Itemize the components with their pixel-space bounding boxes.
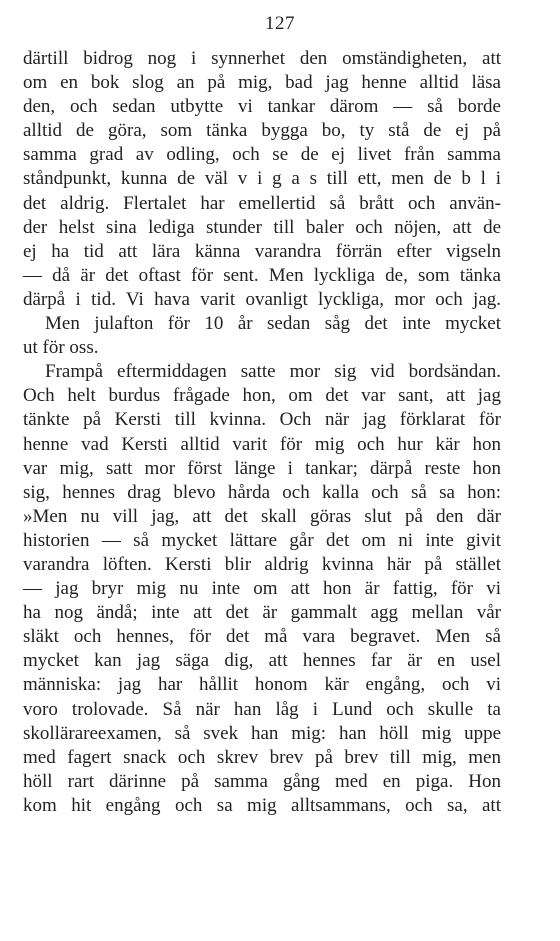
text-line: med fagert snack och skrev brev på brev till mig, men <box>23 746 501 768</box>
text-line: det aldrig. Flertalet har emellertid så brått och använ- <box>23 192 501 214</box>
text-line: alltid de göra, som tänka bygga bo, ty stå de ej på <box>23 120 501 142</box>
text-line: — då är det oftast för sent. Men lyckliga de, som tänka <box>23 264 501 286</box>
text-line: — jag bryr mig nu inte om att hon är fattig, för vi <box>23 578 501 600</box>
text-line: därpå i tid. Vi hava varit ovanligt lyckliga, mor och jag. <box>23 288 501 310</box>
text-line: ut för oss. <box>23 337 99 359</box>
text-line: der helst sina lediga stunder till baler och nöjen, att de <box>23 216 501 238</box>
text-line: var mig, satt mor först länge i tankar; därpå reste hon <box>23 457 501 479</box>
body-text <box>23 47 501 818</box>
text-line: om en bok slog an på mig, bad jag henne alltid läsa <box>23 72 501 94</box>
text-line: voro trolovade. Så när han låg i Lund och skulle ta <box>23 698 501 720</box>
text-line: historien — så mycket lättare går det om ni inte givit <box>23 529 501 551</box>
text-line: ej ha tid att lära känna varandra förrän efter vigseln <box>23 240 501 262</box>
text-line: ståndpunkt, kunna de väl v i g a s till ett, men de b l i <box>23 168 501 190</box>
text-line: samma grad av odling, och se de ej livet från samma <box>23 144 501 166</box>
text-line: »Men nu vill jag, att det skall göras slut på den där <box>23 505 501 527</box>
text-line: henne vad Kersti alltid varit för mig och hur kär hon <box>23 433 501 455</box>
text-line: Men julafton för 10 år sedan såg det inte mycket <box>45 313 501 335</box>
text-line: människa: jag har hållit honom kär engång, och vi <box>23 674 501 696</box>
text-line: sig, hennes drag blevo hårda och kalla och så sa hon: <box>23 481 501 503</box>
text-line: kom hit engång och sa mig alltsammans, och sa, att <box>23 794 501 816</box>
text-line: skollärareexamen, så svek han mig: han höll mig uppe <box>23 722 501 744</box>
text-line: mycket kan jag säga dig, att hennes far är en usel <box>23 650 501 672</box>
text-line: Och helt burdus frågade hon, om det var sant, att jag <box>23 385 501 407</box>
page-number: 127 <box>265 13 295 34</box>
text-line: höll rart därinne på samma gång med en piga. Hon <box>23 770 501 792</box>
text-line: varandra löften. Kersti blir aldrig kvinna här på stället <box>23 553 501 575</box>
text-line: tänkte på Kersti till kvinna. Och när jag förklarat för <box>23 409 501 431</box>
text-line: därtill bidrog nog i synnerhet den omständigheten, att <box>23 48 501 69</box>
text-line: ha nog ändå; inte att det är gammalt agg mellan vår <box>23 602 501 624</box>
text-line: släkt och hennes, för det må vara begravet. Men så <box>23 626 501 648</box>
text-line: Frampå eftermiddagen satte mor sig vid bordsändan. <box>45 361 501 383</box>
text-line: den, och sedan utbytte vi tankar därom — så borde <box>23 96 501 118</box>
